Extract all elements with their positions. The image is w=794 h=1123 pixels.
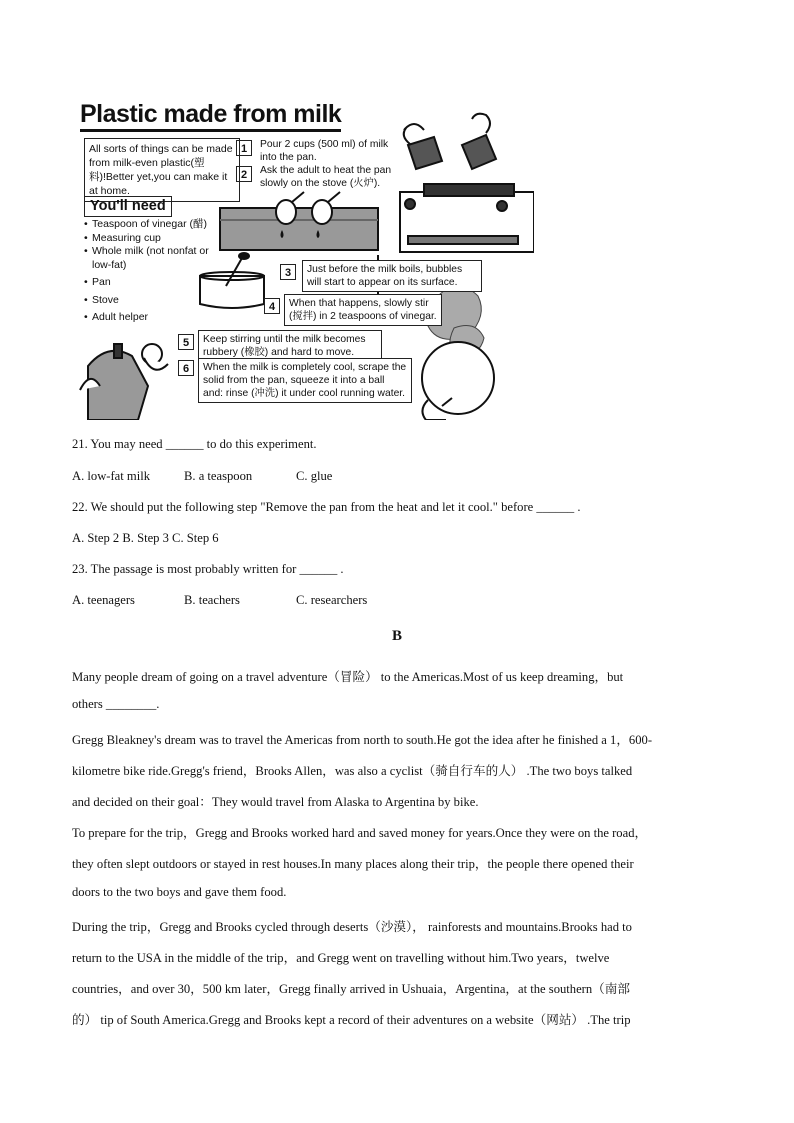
- step-number: 3: [280, 264, 296, 280]
- section-heading: B: [391, 628, 402, 644]
- passage-line: 的） tip of South America.Gregg and Brooks kept a record of their adventures on a website（网站） .The trip: [72, 1013, 631, 1027]
- person-illustration: [422, 342, 494, 420]
- question-stem: 23. The passage is most probably written for ______ .: [72, 562, 344, 576]
- passage-line: Many people dream of going on a travel adventure（冒险） to the Americas.Most of us keep dreaming，but: [72, 670, 624, 684]
- adult-helper-illustration: [80, 344, 168, 420]
- step-text: Keep stirring until the milk becomes rubbery (橡胶) and hard to move.: [198, 330, 382, 362]
- materials-item: • Stove: [84, 294, 224, 308]
- step-number: 1: [236, 140, 252, 156]
- passage-line: Gregg Bleakney's dream was to travel the Americas from north to south.He got the idea after he finished a 1，600-: [72, 733, 653, 747]
- step-text: Pour 2 cups (500 ml) of milk into the pan.: [260, 139, 389, 163]
- materials-item: • Teaspoon of vinegar (醋): [84, 218, 224, 232]
- materials-item: • Measuring cup: [84, 232, 224, 246]
- passage-line: return to the USA in the middle of the trip，and Gregg went on travelling without him.Two years，twelve: [72, 951, 610, 965]
- passage-line: others ________.: [72, 697, 160, 711]
- materials-item: • Pan: [84, 276, 224, 290]
- measuring-cup-icon: [404, 124, 442, 169]
- materials-item: • Whole milk (not nonfat or low-fat): [84, 245, 224, 272]
- step-text: Ask the adult to heat the pan slowly on the stove (火炉).: [260, 165, 392, 189]
- step-text: When that happens, slowly stir (搅拌) in 2 teaspoons of vinegar.: [284, 294, 442, 326]
- materials-item: • Adult helper: [84, 311, 224, 325]
- materials-list: [84, 218, 224, 325]
- step-number: 4: [264, 298, 280, 314]
- figure-title: Plastic made from milk: [80, 100, 341, 132]
- intro-text: All sorts of things can be made from milk-even plastic(塑料)!Better yet,you can make it at home.: [84, 138, 240, 202]
- step-text: Just before the milk boils, bubbles will start to appear on its surface.: [302, 260, 482, 292]
- passage-line: During the trip，Gregg and Brooks cycled through deserts（沙漠）， rainforests and mountains.Brooks had to: [72, 920, 632, 934]
- step-number: 6: [178, 360, 194, 376]
- question-stem: 22. We should put the following step "Remove the pan from the heat and let it cool." before ______ .: [72, 500, 581, 514]
- step-text: When the milk is completely cool, scrape the solid from the pan, squeeze it into a ball and: rinse (冲洗) it under cool running water.: [198, 358, 412, 403]
- pan-icon: [220, 208, 378, 250]
- answer-option: B. a teaspoon: [184, 469, 253, 483]
- answer-option: B. teachers: [184, 593, 240, 607]
- measuring-cup-icon: [462, 114, 496, 169]
- question-stem: 21. You may need ______ to do this experiment.: [72, 437, 317, 451]
- answer-option: A. Step 2 B. Step 3 C. Step 6: [72, 531, 219, 545]
- milk-plastic-infographic: [78, 100, 534, 420]
- answer-option: C. glue: [296, 469, 333, 483]
- answer-option: A. low-fat milk: [72, 469, 150, 483]
- passage-line: they often slept outdoors or stayed in rest houses.In many places along their trip，the people there opened their: [72, 857, 634, 871]
- passage-line: countries，and over 30，500 km later，Gregg finally arrived in Ushuaia，Argentina，at the southern（南部: [72, 982, 630, 996]
- you-will-need-heading: You'll need: [84, 196, 172, 217]
- passage-line: doors to the two boys and gave them food.: [72, 885, 287, 899]
- step-number: 2: [236, 166, 252, 182]
- passage-line: and decided on their goal：They would travel from Alaska to Argentina by bike.: [72, 795, 479, 809]
- passage-line: To prepare for the trip，Gregg and Brooks worked hard and saved money for years.Once they were on the road，: [72, 826, 648, 840]
- answer-option: C. researchers: [296, 593, 368, 607]
- answer-option: A. teenagers: [72, 593, 135, 607]
- passage-line: kilometre bike ride.Gregg's friend，Brooks Allen，was also a cyclist（骑自行车的人） .The two boys talked: [72, 764, 633, 778]
- step-number: 5: [178, 334, 194, 350]
